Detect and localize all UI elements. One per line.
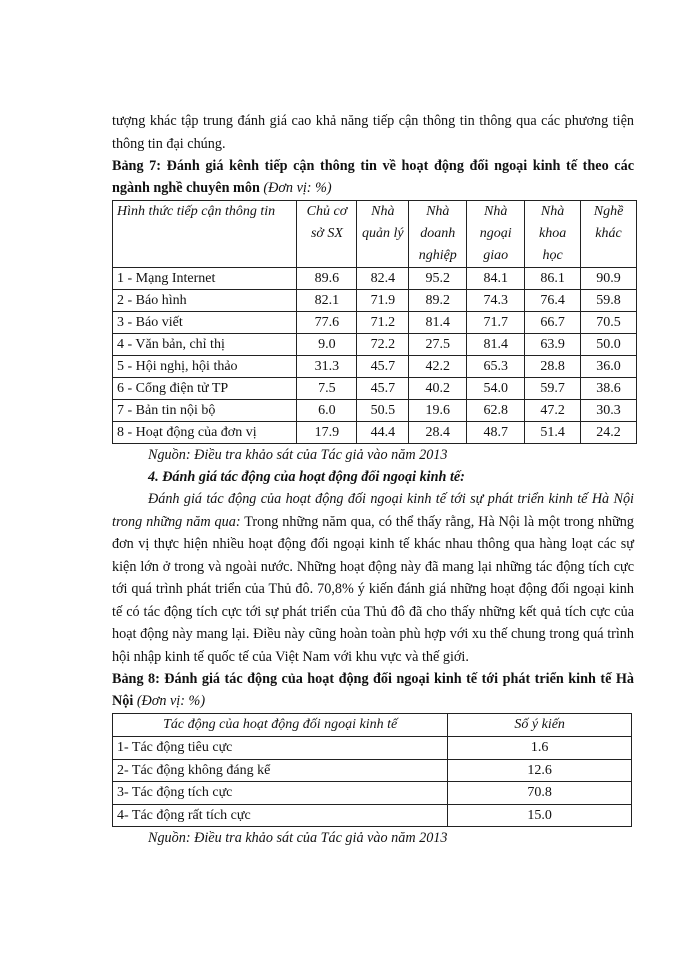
table7-cell: 47.2: [525, 400, 581, 422]
table7-caption-unit: (Đơn vị: %): [263, 180, 332, 196]
table7-cell: 24.2: [581, 422, 637, 444]
table8-source: Nguồn: Điều tra khảo sát của Tác giả vào năm 2013: [148, 830, 448, 846]
table7-cell: 74.3: [467, 290, 525, 312]
table7-cell: 7.5: [297, 378, 357, 400]
table7-cell: 38.6: [581, 378, 637, 400]
table7-cell: 44.4: [357, 422, 409, 444]
table7-source: Nguồn: Điều tra khảo sát của Tác giả vào năm 2013: [148, 447, 448, 463]
table8-header-cell: Số ý kiến: [448, 714, 632, 737]
table-row: [113, 804, 632, 827]
table7-cell: 6.0: [297, 400, 357, 422]
table7-cell: 62.8: [467, 400, 525, 422]
table-row: [113, 782, 632, 805]
table7-cell: 82.4: [357, 268, 409, 290]
table8-header-cell: Tác động của hoạt động đối ngoại kinh tế: [113, 714, 448, 737]
table7-cell: 59.7: [525, 378, 581, 400]
document-page: [112, 110, 634, 849]
table7-header-cell: Nhà ngoại giao: [467, 201, 525, 268]
table7-cell: 82.1: [297, 290, 357, 312]
table7-cell: 42.2: [409, 356, 467, 378]
table7-cell: 77.6: [297, 312, 357, 334]
table7-cell: 36.0: [581, 356, 637, 378]
table-row: [113, 312, 637, 334]
table7-cell: 63.9: [525, 334, 581, 356]
table7-cell: 71.9: [357, 290, 409, 312]
table7-row-label: 6 - Cổng điện tử TP: [113, 378, 297, 400]
table7-cell: 84.1: [467, 268, 525, 290]
table7-cell: 45.7: [357, 356, 409, 378]
table8-header-row: [113, 714, 632, 737]
table8-cell: 12.6: [448, 759, 632, 782]
table-row: [113, 356, 637, 378]
table7-header-row: [113, 201, 637, 268]
table7-cell: 27.5: [409, 334, 467, 356]
table7-caption: [112, 155, 634, 199]
table8-row-label: 2- Tác động không đáng kể: [113, 759, 448, 782]
table7-cell: 89.6: [297, 268, 357, 290]
table7-row-label: 2 - Báo hình: [113, 290, 297, 312]
table8-cell: 15.0: [448, 804, 632, 827]
table7-cell: 9.0: [297, 334, 357, 356]
table7-cell: 31.3: [297, 356, 357, 378]
table7: [112, 200, 637, 444]
table8-row-label: 3- Tác động tích cực: [113, 782, 448, 805]
table7-cell: 48.7: [467, 422, 525, 444]
table7-row-label: 4 - Văn bản, chỉ thị: [113, 334, 297, 356]
table7-row-label: 1 - Mạng Internet: [113, 268, 297, 290]
table7-row-label: 8 - Hoạt động của đơn vị: [113, 422, 297, 444]
table-row: [113, 290, 637, 312]
intro-paragraph: tượng khác tập trung đánh giá cao khả năng tiếp cận thông tin thông qua các phương tiện thông tin đại chúng.: [112, 113, 634, 152]
table7-cell: 65.3: [467, 356, 525, 378]
table-row: [113, 737, 632, 760]
table7-header-cell: Nghề khác: [581, 201, 637, 268]
table7-cell: 40.2: [409, 378, 467, 400]
table8-cell: 70.8: [448, 782, 632, 805]
table7-cell: 81.4: [409, 312, 467, 334]
table7-cell: 19.6: [409, 400, 467, 422]
table7-cell: 95.2: [409, 268, 467, 290]
table8-caption-unit: (Đơn vị: %): [136, 693, 206, 709]
table7-cell: 50.0: [581, 334, 637, 356]
table7-cell: 89.2: [409, 290, 467, 312]
table7-cell: 30.3: [581, 400, 637, 422]
table8-caption: [112, 668, 634, 712]
table7-header-cell: Nhà doanh nghiệp: [409, 201, 467, 268]
table8: [112, 713, 632, 827]
table7-cell: 45.7: [357, 378, 409, 400]
table7-cell: 70.5: [581, 312, 637, 334]
table7-cell: 51.4: [525, 422, 581, 444]
table7-cell: 90.9: [581, 268, 637, 290]
table7-header-cell: Nhà khoa học: [525, 201, 581, 268]
table7-row-label: 3 - Báo viết: [113, 312, 297, 334]
table7-caption-title: Bảng 7: Đánh giá kênh tiếp cận thông tin về hoạt động đối ngoại kinh tế theo các ngành nghề chuyên môn: [112, 158, 634, 196]
table7-cell: 28.8: [525, 356, 581, 378]
table7-cell: 54.0: [467, 378, 525, 400]
section4-lead: Đánh giá tác động của hoạt động đối ngoại kinh tế tới sự phát triển kinh tế Hà Nội trong những năm qua:: [112, 491, 634, 530]
section4-heading: 4. Đánh giá tác động của hoạt động đối ngoại kinh tế:: [148, 469, 465, 485]
table7-header-cell: Chủ cơ sở SX: [297, 201, 357, 268]
table7-cell: 28.4: [409, 422, 467, 444]
table7-cell: 76.4: [525, 290, 581, 312]
table-row: [113, 422, 637, 444]
table-row: [113, 268, 637, 290]
table-row: [113, 378, 637, 400]
table7-cell: 86.1: [525, 268, 581, 290]
table8-cell: 1.6: [448, 737, 632, 760]
table-row: [113, 334, 637, 356]
table7-header-cell: Nhà quản lý: [357, 201, 409, 268]
table8-row-label: 4- Tác động rất tích cực: [113, 804, 448, 827]
table7-row-label: 7 - Bản tin nội bộ: [113, 400, 297, 422]
table7-cell: 17.9: [297, 422, 357, 444]
table8-caption-title: Bảng 8: Đánh giá tác động của hoạt động đối ngoại kinh tế tới phát triển kinh tế Hà Nội: [112, 671, 634, 709]
table7-cell: 71.7: [467, 312, 525, 334]
table7-cell: 71.2: [357, 312, 409, 334]
section4-paragraph: [112, 488, 634, 668]
table7-header-cell: Hình thức tiếp cận thông tin: [113, 201, 297, 268]
table7-cell: 59.8: [581, 290, 637, 312]
table-row: [113, 400, 637, 422]
table7-cell: 66.7: [525, 312, 581, 334]
section4-body: Trong những năm qua, có thể thấy rằng, Hà Nội là một trong những đơn vị thực hiện nhiều hoạt động đối ngoại kinh tế khác nhau thông qua hàng loạt các sự kiện lớn ở trong và ngoài nước. Những hoạt động này đã mang lại những tác động tích cực tới quá trình phát triển của Thủ đô. 70,8% ý kiến đánh giá những hoạt động đối ngoại kinh tế có tác động tích cực tới sự phát triển của Thủ đô đã cho thấy những kết quả tích cực của hoạt động này mang lại. Điều này cũng hoàn toàn phù hợp với xu thế chung trong quá trình hội nhập kinh tế quốc tế của Việt Nam với khu vực và thế giới.: [112, 513, 634, 665]
table-row: [113, 759, 632, 782]
table7-row-label: 5 - Hội nghị, hội thảo: [113, 356, 297, 378]
table7-cell: 72.2: [357, 334, 409, 356]
table8-row-label: 1- Tác động tiêu cực: [113, 737, 448, 760]
table7-cell: 50.5: [357, 400, 409, 422]
table7-cell: 81.4: [467, 334, 525, 356]
